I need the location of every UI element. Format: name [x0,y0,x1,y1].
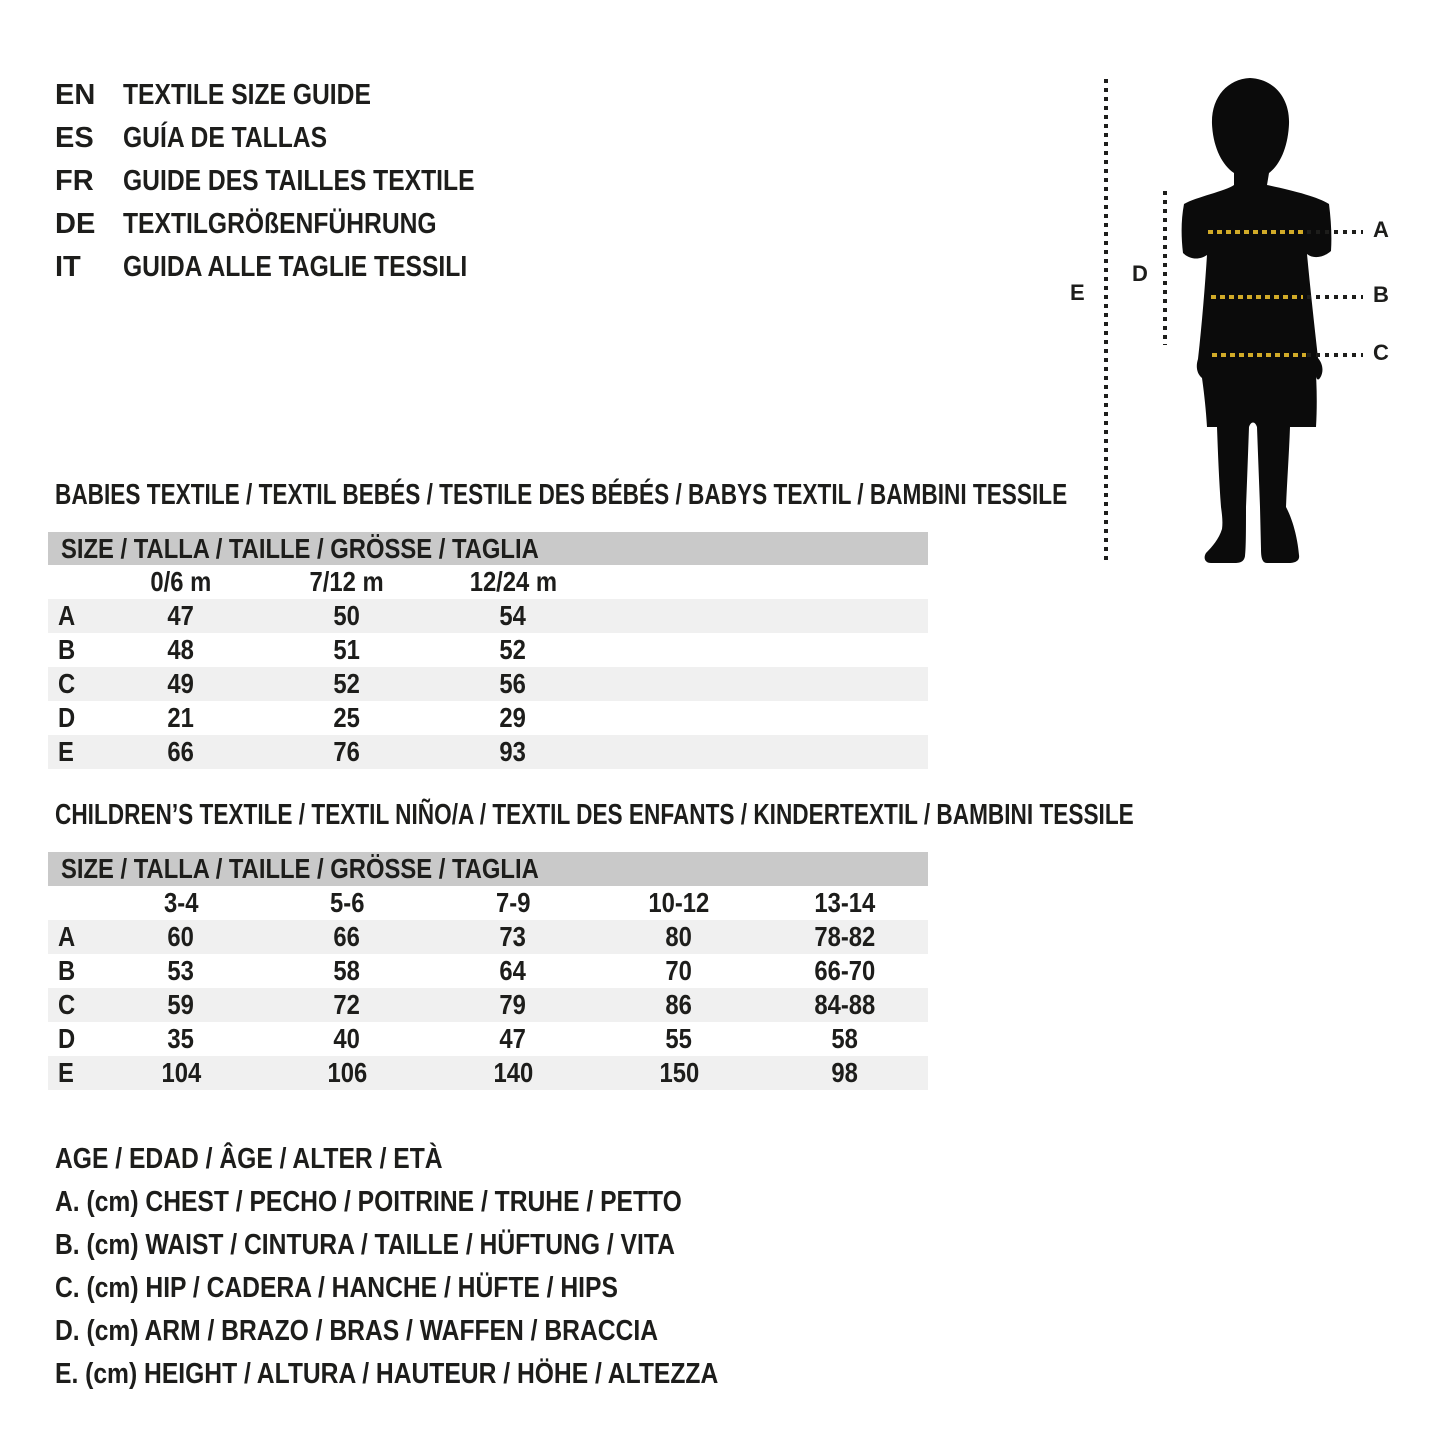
language-title: GUÍA DE TALLAS [123,122,328,154]
table-cell: 93 [499,736,527,767]
table-row [48,599,928,633]
measure-label-B: B [1373,282,1389,307]
row-label: E [58,1057,74,1088]
table-cell: 86 [665,989,693,1020]
babies-size-table [48,532,928,769]
table-header-row [48,886,928,920]
chest-dash-line-A [1208,230,1304,234]
table-cell: 53 [167,955,195,986]
table-cell: 21 [167,702,195,733]
language-title: TEXTILGRÖßENFÜHRUNG [123,208,437,240]
language-code: IT [55,251,81,283]
waist-dot-line-B [1307,295,1363,299]
row-label: A [58,600,76,631]
column-header: 7/12 m [309,566,385,597]
legend-height-line: E. (cm) HEIGHT / ALTURA / HAUTEUR / HÖHE / ALTEZZA [55,1358,719,1390]
chest-dot-line-A [1307,230,1363,234]
table-row [48,988,928,1022]
legend-hip-line: C. (cm) HIP / CADERA / HANCHE / HÜFTE / HIPS [55,1272,618,1304]
legend-chest-line: A. (cm) CHEST / PECHO / POITRINE / TRUHE / PETTO [55,1186,682,1218]
column-header: 13-14 [814,887,876,918]
table-cell: 40 [333,1023,361,1054]
language-code: DE [55,208,96,240]
table-row [48,1056,928,1090]
table-cell: 66 [167,736,195,767]
table-cell: 51 [333,634,361,665]
row-label: B [58,634,76,665]
table-cell: 80 [665,921,693,952]
table-cell: 59 [167,989,195,1020]
table-cell: 140 [493,1057,533,1088]
children-section-heading: CHILDREN’S TEXTILE / TEXTIL NIÑO/A / TEXTIL DES ENFANTS / KINDERTEXTIL / BAMBINI TESSILE [55,799,1134,831]
table-row [48,954,928,988]
row-label: B [58,955,76,986]
size-header-bar: SIZE / TALLA / TAILLE / GRÖSSE / TAGLIA [48,532,928,565]
legend-waist-line: B. (cm) WAIST / CINTURA / TAILLE / HÜFTUNG / VITA [55,1229,675,1261]
column-header: 0/6 m [150,566,212,597]
table-row [48,1022,928,1056]
table-header-row [48,565,928,599]
table-cell: 78-82 [814,921,876,952]
language-title: GUIDA ALLE TAGLIE TESSILI [123,251,468,283]
table-cell: 72 [333,989,361,1020]
table-cell: 35 [167,1023,195,1054]
table-cell: 58 [333,955,361,986]
row-label: D [58,1023,76,1054]
table-cell: 104 [161,1057,201,1088]
measure-label-D: D [1132,261,1148,286]
table-cell: 73 [499,921,527,952]
row-label: D [58,702,76,733]
column-header: 7-9 [495,887,531,918]
children-size-table [48,852,928,1090]
table-cell: 50 [333,600,361,631]
measure-label-E: E [1070,280,1085,305]
table-row [48,920,928,954]
table-cell: 48 [167,634,195,665]
table-cell: 56 [499,668,527,699]
table-cell: 84-88 [814,989,876,1020]
row-label: C [58,989,76,1020]
table-cell: 58 [831,1023,859,1054]
babies-section-heading: BABIES TEXTILE / TEXTIL BEBÉS / TESTILE DES BÉBÉS / BABYS TEXTIL / BAMBINI TESSILE [55,479,1068,511]
table-cell: 70 [665,955,693,986]
table-cell: 66 [333,921,361,952]
size-header-bar: SIZE / TALLA / TAILLE / GRÖSSE / TAGLIA [48,852,928,886]
measure-label-A: A [1373,217,1389,242]
table-cell: 54 [499,600,527,631]
table-cell: 52 [499,634,527,665]
legend-age-line: AGE / EDAD / ÂGE / ALTER / ETÀ [55,1143,443,1175]
hip-dash-line-C [1212,353,1306,357]
table-cell: 79 [499,989,527,1020]
table-cell: 47 [167,600,195,631]
table-cell: 76 [333,736,361,767]
table-cell: 150 [659,1057,699,1088]
column-header: 3-4 [163,887,199,918]
table-cell: 47 [499,1023,527,1054]
table-row [48,667,928,701]
language-code: EN [55,79,96,111]
table-cell: 49 [167,668,195,699]
hip-dot-line-C [1307,353,1363,357]
table-row [48,633,928,667]
table-cell: 25 [333,702,361,733]
language-title: GUIDE DES TAILLES TEXTILE [123,165,475,197]
table-cell: 66-70 [814,955,876,986]
table-cell: 55 [665,1023,693,1054]
measure-label-C: C [1373,340,1389,365]
table-cell: 98 [831,1057,859,1088]
row-label: C [58,668,76,699]
row-label: E [58,736,74,767]
language-code: FR [55,165,94,197]
legend-arm-line: D. (cm) ARM / BRAZO / BRAS / WAFFEN / BRACCIA [55,1315,659,1347]
table-cell: 64 [499,955,527,986]
column-header: 10-12 [648,887,710,918]
table-cell: 29 [499,702,527,733]
table-cell: 106 [327,1057,367,1088]
table-cell: 52 [333,668,361,699]
language-code: ES [55,122,94,154]
language-title: TEXTILE SIZE GUIDE [123,79,371,111]
column-header: 12/24 m [469,566,557,597]
waist-dash-line-B [1211,295,1303,299]
table-cell: 60 [167,921,195,952]
table-row [48,701,928,735]
column-header: 5-6 [329,887,365,918]
row-label: A [58,921,76,952]
table-row [48,735,928,769]
